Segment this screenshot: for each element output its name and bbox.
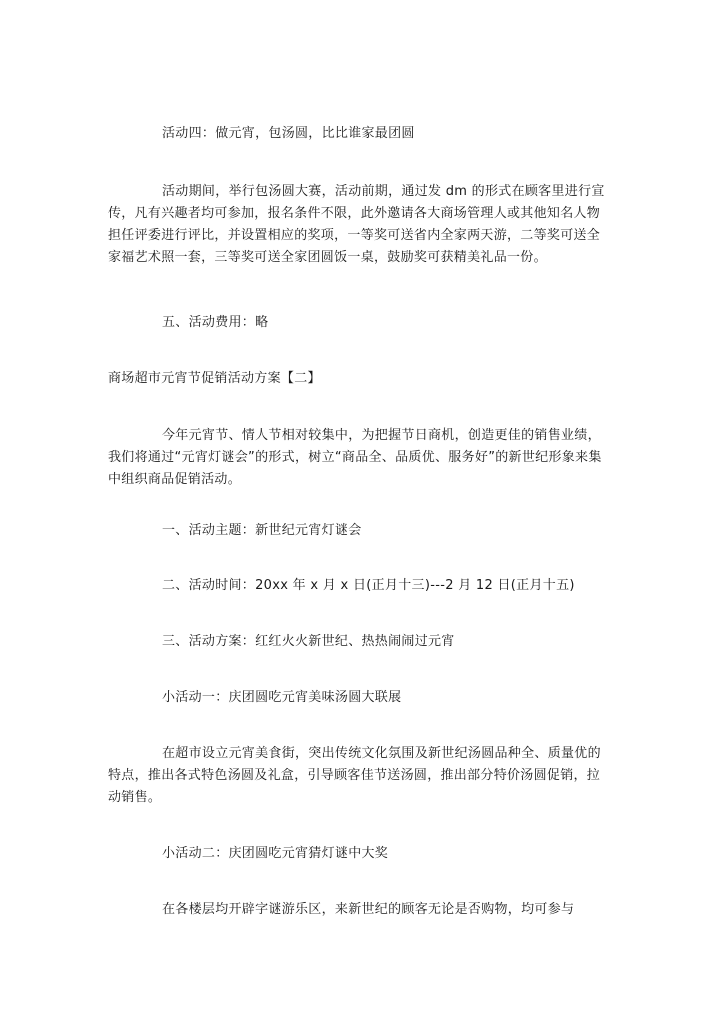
activity4-heading: 活动四：做元宵，包汤圆，比比谁家最团圆 bbox=[162, 126, 415, 141]
activity-theme: 一、活动主题：新世纪元宵灯谜会 bbox=[162, 523, 362, 538]
sub-activity1-title: 小活动一：庆团圆吃元宵美味汤圆大联展 bbox=[162, 690, 402, 705]
activity-time: 二、活动时间：20xx 年 x 月 x 日(正月十三)---2 月 12 日(正月十五) bbox=[162, 578, 575, 593]
plan2-intro-paragraph: 今年元宵节、情人节相对较集中，为把握节日商机，创造更佳的销售业绩，我们将通过“元宵灯谜会”的形式，树立“商品全、品质优、服务好”的新世纪形象来集中组织商品促销活动。 bbox=[108, 428, 602, 487]
sub-activity1-paragraph: 在超市设立元宵美食街，突出传统文化氛围及新世纪汤圆品种全、质量优的特点，推出各式特色汤圆及礼盒，引导顾客佳节送汤圆，推出部分特价汤圆促销，拉动销售。 bbox=[108, 746, 601, 805]
sub-activity2-paragraph: 在各楼层均开辟字谜游乐区，来新世纪的顾客无论是否购物，均可参与 bbox=[162, 902, 575, 917]
activity4-paragraph: 活动期间，举行包汤圆大赛，活动前期，通过发 dm 的形式在顾客里进行宣传，凡有兴趣者均可参加，报名条件不限，此外邀请各大商场管理人或其他知名人物担任评委进行评比，并设置相应的奖项，一等奖可送省内全家两天游，二等奖可送全家福艺术照一套，三等奖可送全家团圆饭一桌，鼓励奖可获精美礼品一份。 bbox=[108, 184, 605, 265]
section5-cost: 五、活动费用：略 bbox=[162, 315, 269, 330]
sub-activity2-title: 小活动二：庆团圆吃元宵猜灯谜中大奖 bbox=[162, 846, 389, 861]
plan2-title: 商场超市元宵节促销活动方案【二】 bbox=[108, 371, 321, 386]
activity-scheme: 三、活动方案：红红火火新世纪、热热闹闹过元宵 bbox=[162, 634, 455, 649]
